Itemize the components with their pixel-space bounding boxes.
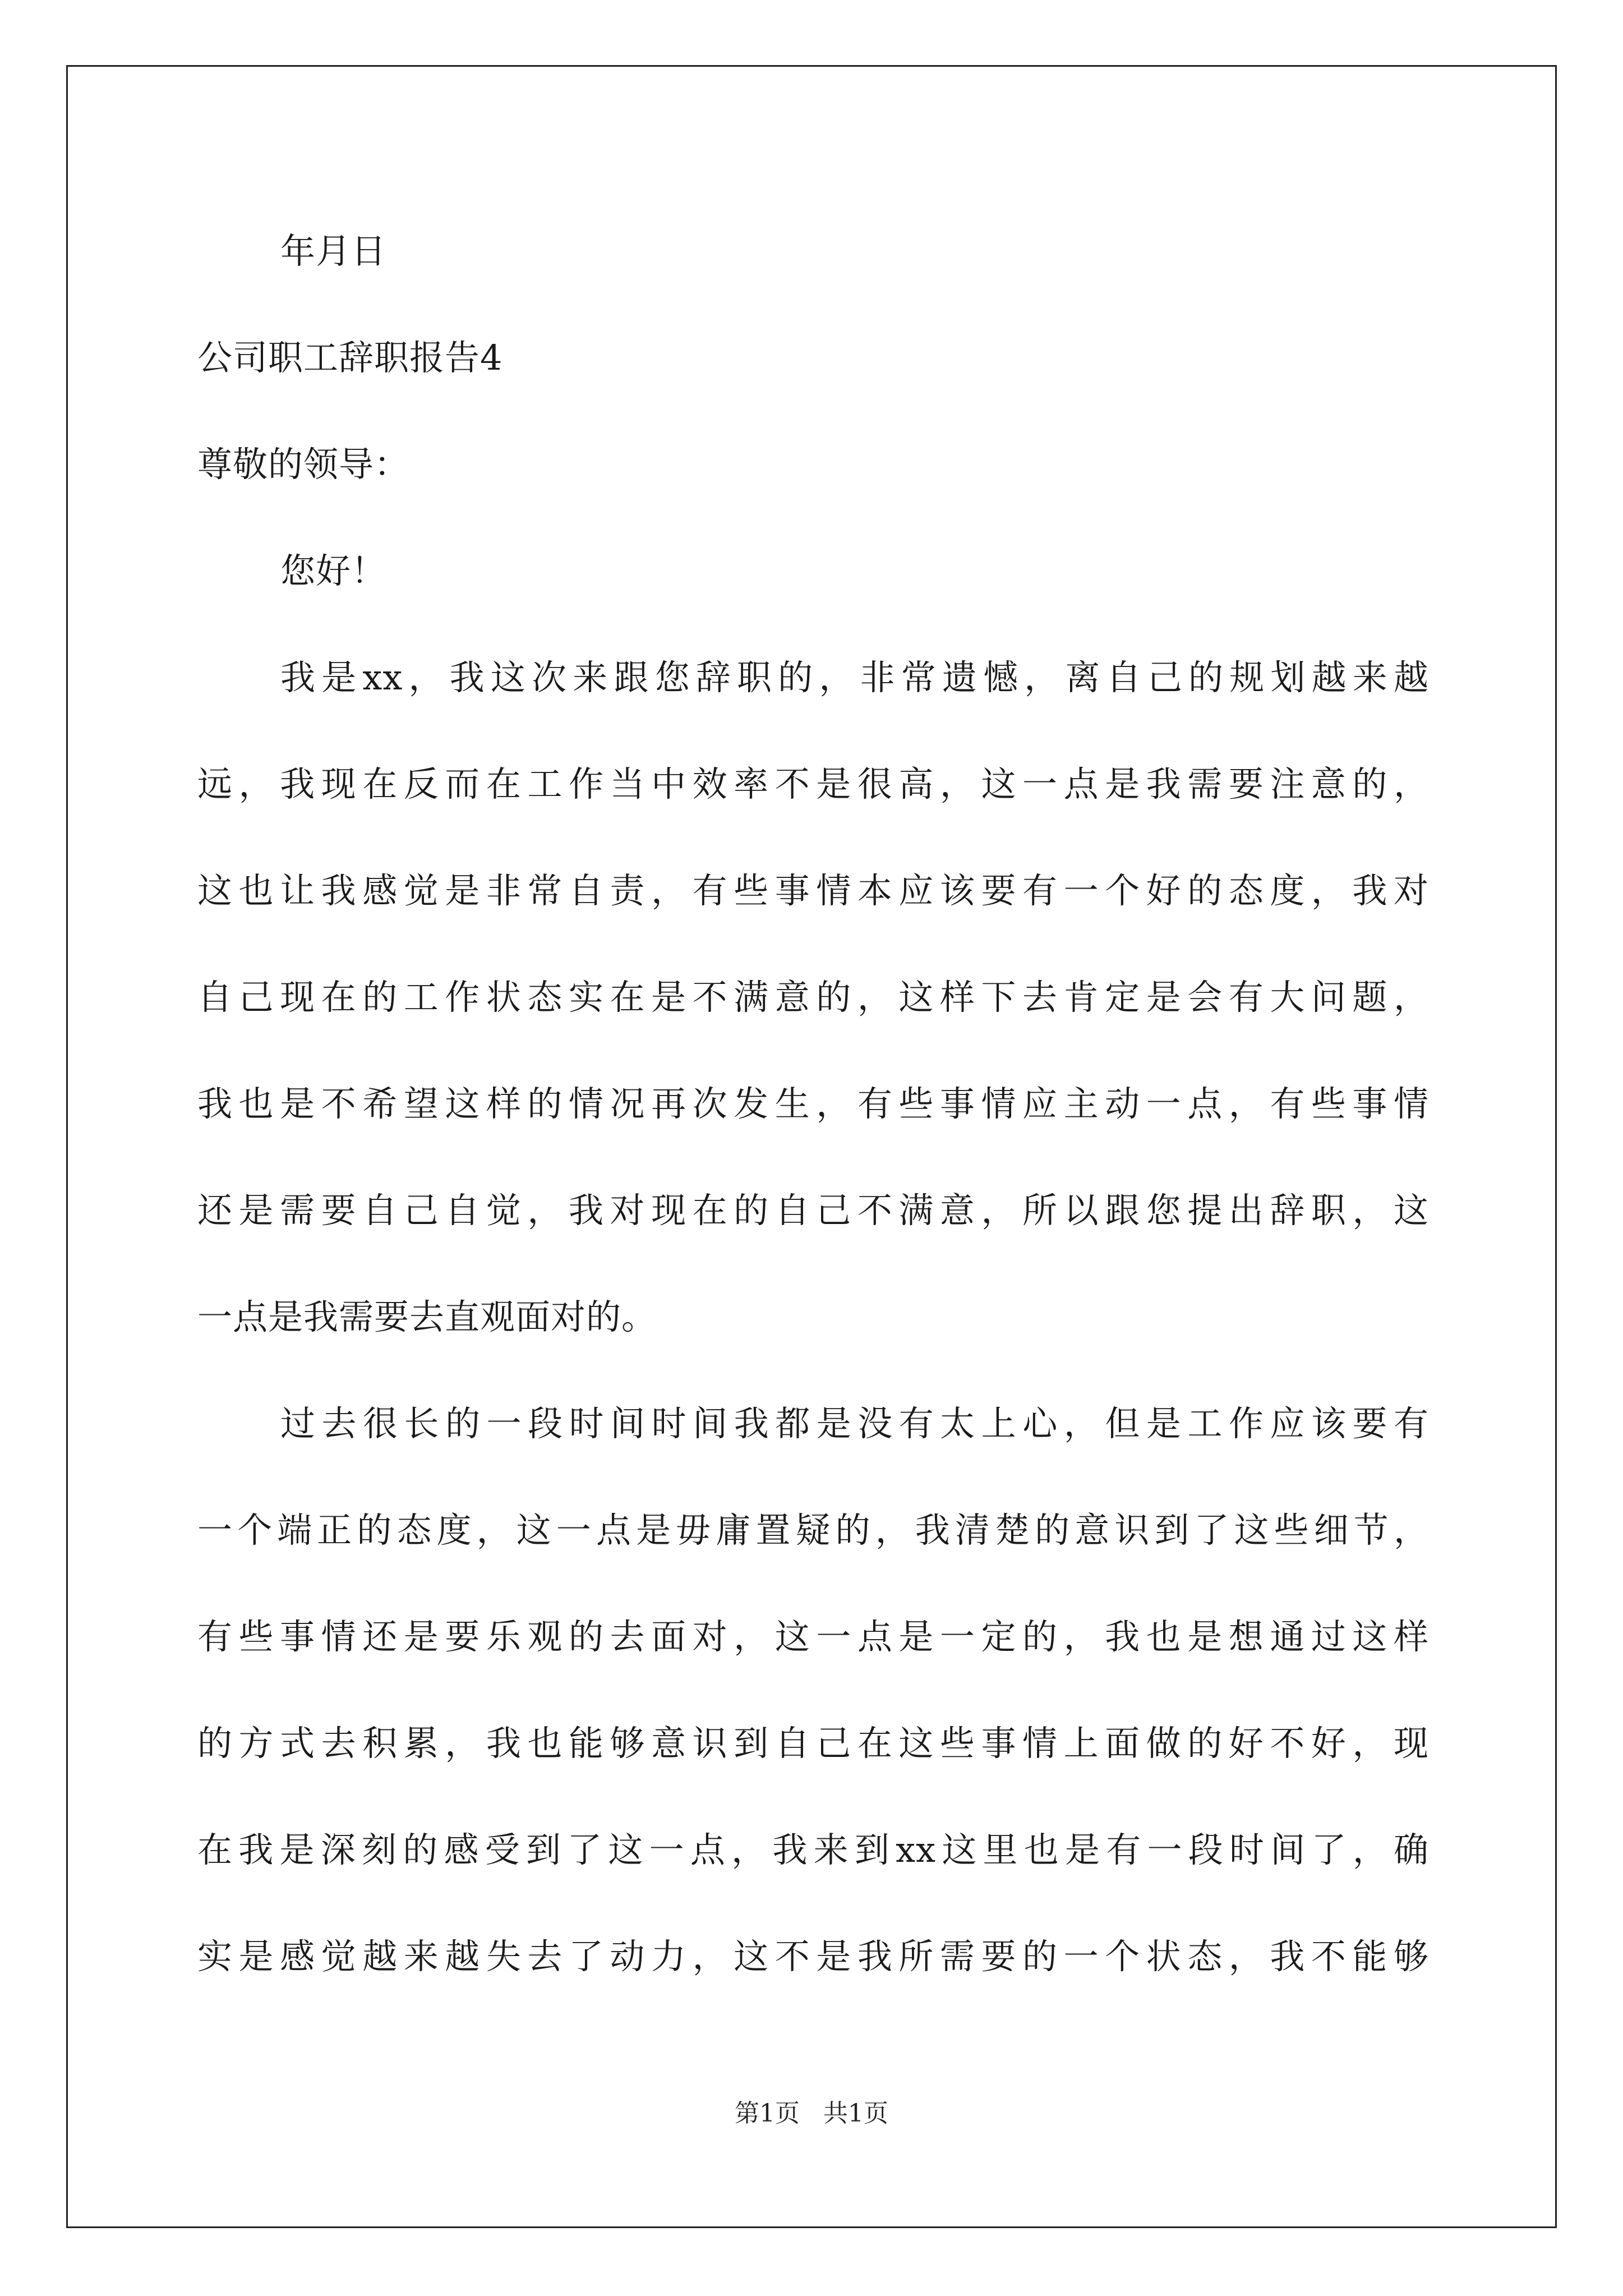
paragraph1-line: 远，我现在反而在工作当中效率不是很高，这一点是我需要注意的，	[197, 763, 1429, 804]
paragraph1-line: 我也是不希望这样的情况再次发生，有些事情应主动一点，有些事情	[197, 1083, 1429, 1124]
paragraph2-line: 在我是深刻的感受到了这一点，我来到xx这里也是有一段时间了，确	[197, 1829, 1429, 1870]
paragraph1-line: 还是需要自己自觉，我对现在的自己不满意，所以跟您提出辞职，这	[197, 1190, 1429, 1231]
paragraph2-line: 一个端正的态度，这一点是毋庸置疑的，我清楚的意识到了这些细节，	[197, 1510, 1429, 1550]
document-title: 公司职工辞职报告4	[197, 337, 503, 378]
salutation: 尊敬的领导：	[197, 444, 410, 485]
paragraph2-line: 过去很长的一段时间时间我都是没有太上心，但是工作应该要有	[280, 1403, 1429, 1444]
greeting: 您好！	[280, 550, 387, 591]
page-border	[66, 65, 1557, 2228]
page-number-label: 第1页	[735, 2099, 800, 2128]
paragraph1-line: 我是xx，我这次来跟您辞职的，非常遗憾，离自己的规划越来越	[280, 657, 1429, 698]
paragraph1-line: 这也让我感觉是非常自责，有些事情本应该要有一个好的态度，我对	[197, 870, 1429, 911]
date-line: 年月日	[280, 231, 387, 272]
paragraph2-line: 的方式去积累，我也能够意识到自己在这些事情上面做的好不好，现	[197, 1723, 1429, 1764]
total-pages-label: 共1页	[823, 2099, 888, 2128]
paragraph2-line: 有些事情还是要乐观的去面对，这一点是一定的，我也是想通过这样	[197, 1616, 1429, 1657]
footer-spacer	[800, 2099, 823, 2128]
page-footer	[0, 2098, 1623, 2129]
paragraph1-line: 自己现在的工作状态实在是不满意的，这样下去肯定是会有大问题，	[197, 977, 1429, 1018]
paragraph2-line: 实是感觉越来越失去了动力，这不是我所需要的一个状态，我不能够	[197, 1936, 1429, 1977]
paragraph1-line: 一点是我需要去直观面对的。	[197, 1296, 657, 1337]
